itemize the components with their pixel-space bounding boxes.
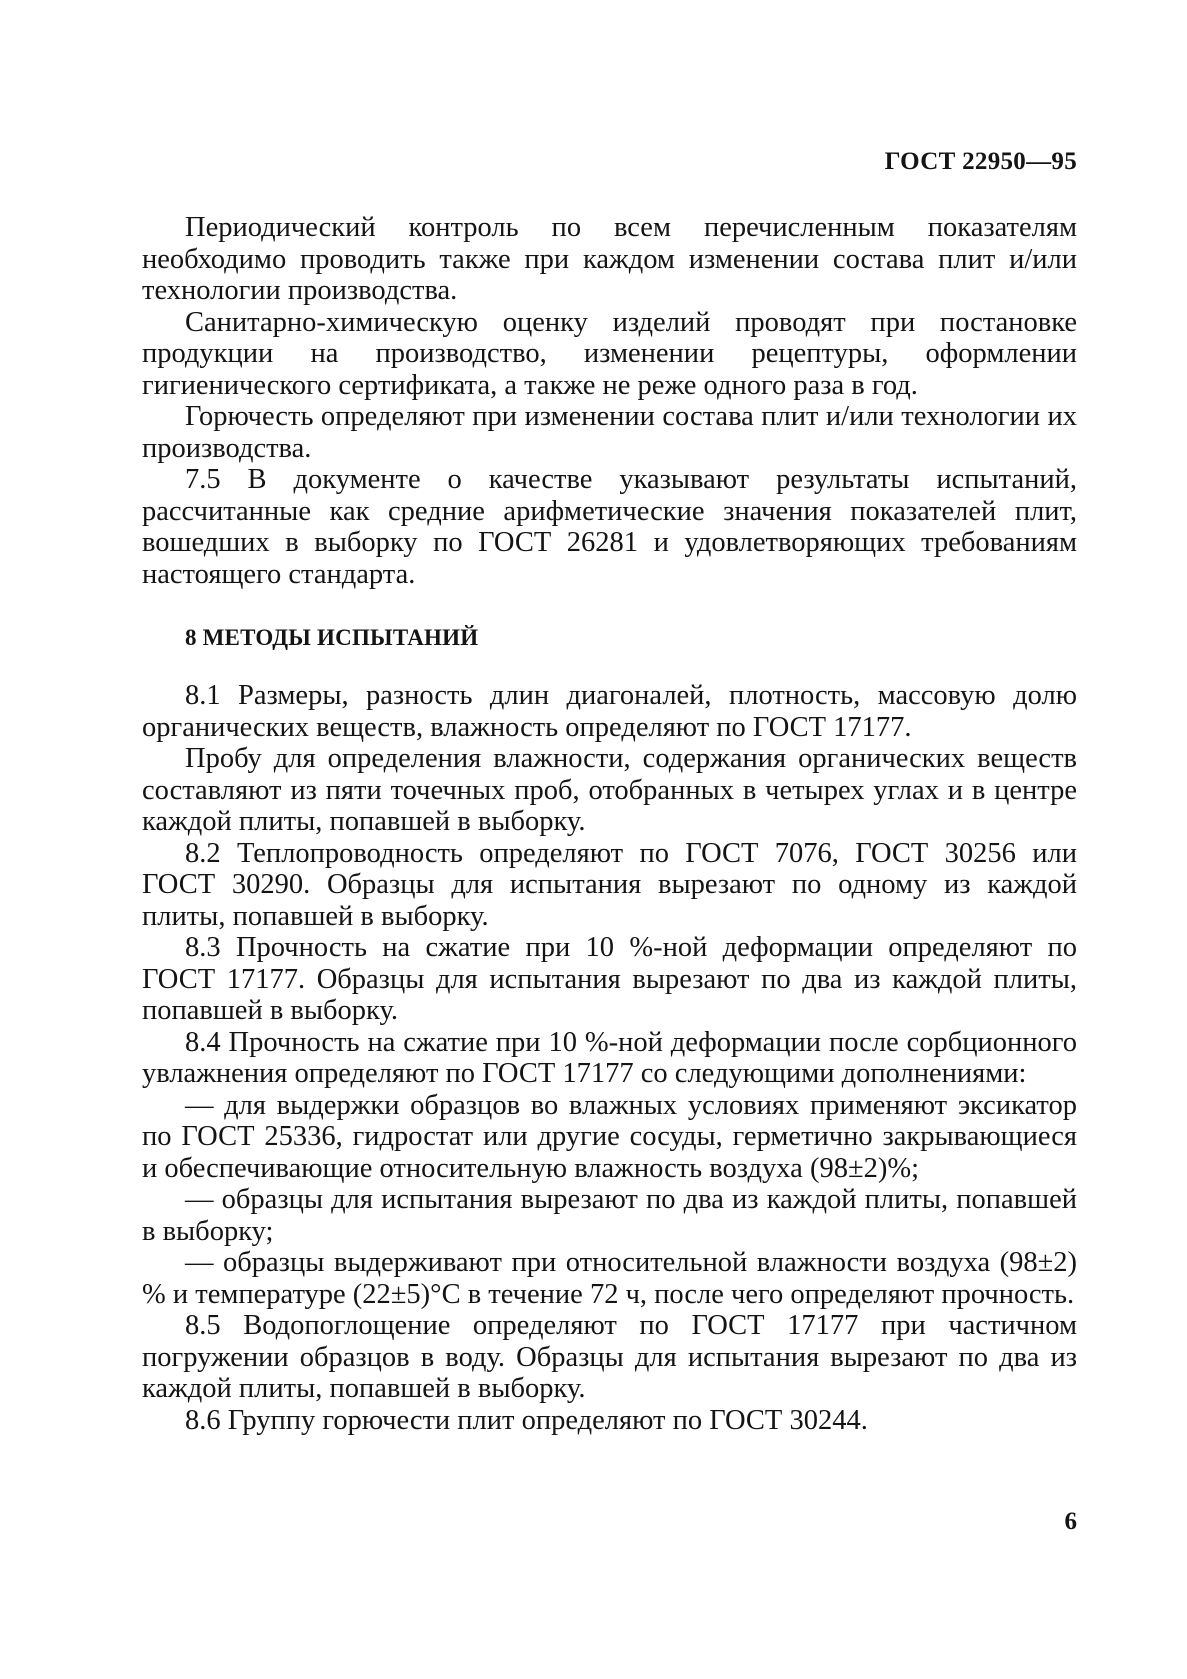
page-number: 6 (1064, 1508, 1077, 1535)
paragraph-8-2: 8.2 Теплопроводность определяют по ГОСТ 7076, ГОСТ 30256 или ГОСТ 30290. Образцы для испытания вырезают по одному из каждой плиты, попавшей в выборку. (142, 837, 1077, 932)
document-code-header: ГОСТ 22950—95 (884, 148, 1077, 175)
list-item-samples-kept: — образцы выдерживают при относительной влажности воздуха (98±2) % и температуре (22±5)°С в течение 72 ч, после чего определяют прочность. (142, 1247, 1077, 1310)
paragraph-8-4: 8.4 Прочность на сжатие при 10 %-ной деформации после сорбционного увлажнения определяют по ГОСТ 17177 со следующими дополнениями: (142, 1026, 1077, 1089)
paragraph-8-1: 8.1 Размеры, разность длин диагоналей, плотность, массовую долю органических веществ, влажность определяют по ГОСТ 17177. (142, 680, 1077, 743)
list-item-desiccator: — для выдержки образцов во влажных условиях применяют эксикатор по ГОСТ 25336, гидростат или другие сосуды, герметично закрывающиеся и обеспечивающие относительную влажность воздуха (98±2)%; (142, 1089, 1077, 1184)
paragraph-8-3: 8.3 Прочность на сжатие при 10 %-ной деформации определяют по ГОСТ 17177. Образцы для испытания вырезают по два из каждой плиты, попавшей в выборку. (142, 932, 1077, 1026)
document-body (142, 212, 1077, 1436)
section-heading-test-methods: 8 МЕТОДЫ ИСПЫТАНИЙ (185, 625, 479, 650)
paragraph-7-5: 7.5 В документе о качестве указывают результаты испытаний, рассчитанные как средние арифметические значения показателей плит, вошедших в выборку по ГОСТ 26281 и удовлетворяющих требованиям настоящего стандарта. (142, 464, 1077, 590)
paragraph-flammability: Горючесть определяют при изменении состава плит и/или технологии их производства. (142, 401, 1077, 464)
paragraph-sanitary-assessment: Санитарно-химическую оценку изделий проводят при постановке продукции на производство, изменении рецептуры, оформлении гигиенического сертификата, а также не реже одного раза в год. (142, 306, 1077, 401)
list-item-samples-cut: — образцы для испытания вырезают по два из каждой плиты, попавшей в выборку; (142, 1184, 1077, 1247)
paragraph-8-5: 8.5 Водопоглощение определяют по ГОСТ 17177 при частичном погружении образцов в воду. Образцы для испытания вырезают по два из каждой плиты, попавшей в выборку. (142, 1310, 1077, 1404)
paragraph-periodic-control: Периодический контроль по всем перечисленным показателям необходимо проводить также при каждом изменении состава плит и/или технологии производства. (142, 212, 1077, 306)
paragraph-8-6: 8.6 Группу горючести плит определяют по ГОСТ 30244. (185, 1404, 868, 1436)
paragraph-sample-moisture: Пробу для определения влажности, содержания органических веществ составляют из пяти точечных проб, отобранных в четырех углах и в центре каждой плиты, попавшей в выборку. (142, 743, 1077, 837)
